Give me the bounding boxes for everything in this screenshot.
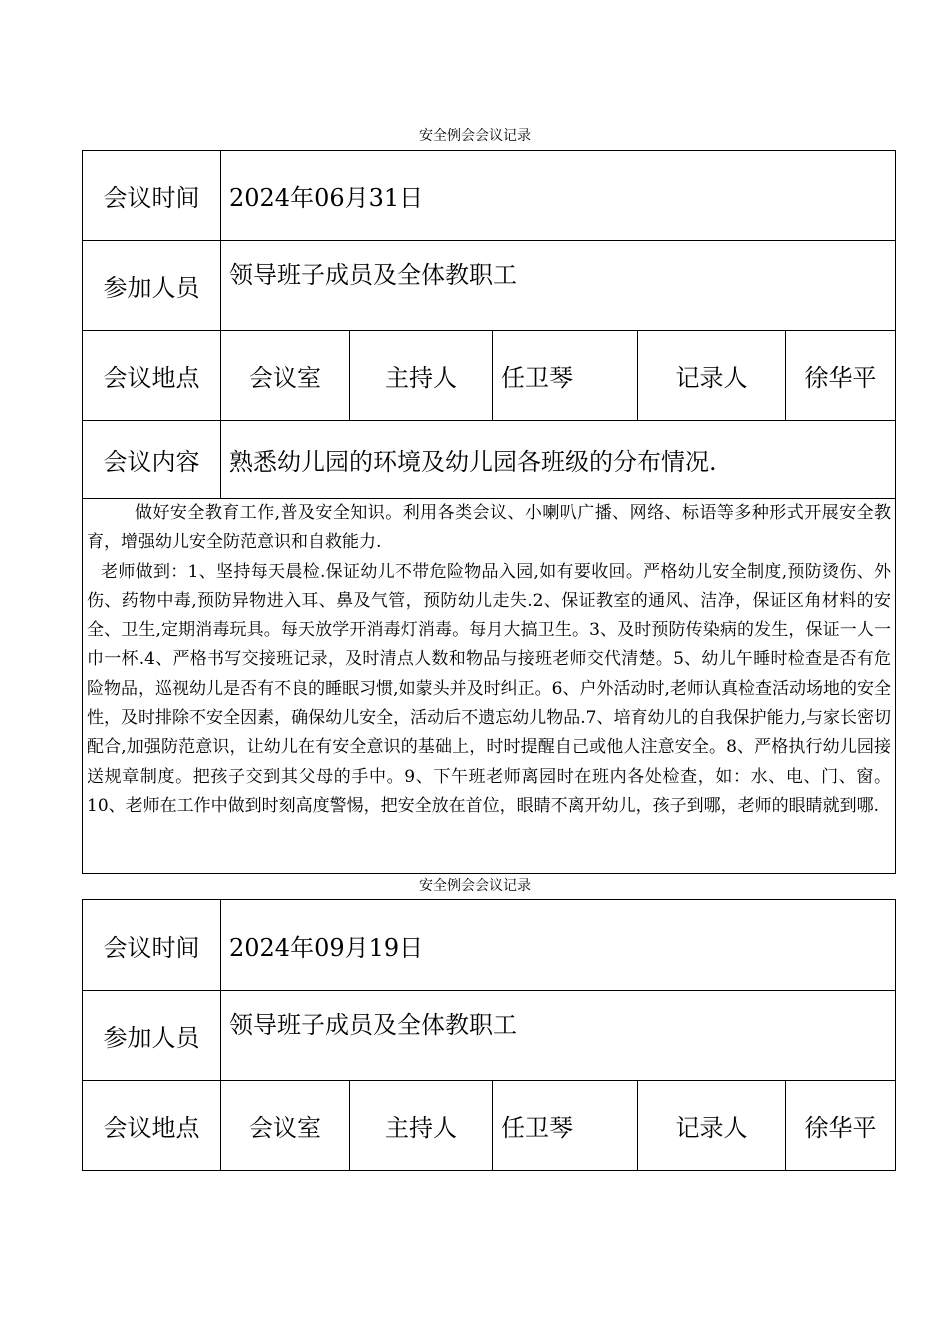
location-label: 会议地点 [83,331,221,421]
attendees-label: 参加人员 [83,991,221,1081]
content-body-row [83,499,896,874]
content-body [83,499,896,874]
time-value: 2024年06月31日 [221,151,896,241]
attendees-value: 领导班子成员及全体教职工 [221,991,896,1081]
attendees-row [83,991,896,1081]
content-label: 会议内容 [83,421,221,499]
location-label: 会议地点 [83,1081,221,1171]
time-row [83,900,896,991]
location-value: 会议室 [221,331,350,421]
record-1-table [82,150,896,874]
content-row [83,421,896,499]
host-value: 任卫琴 [493,331,638,421]
location-row [83,1081,896,1171]
record-1-caption: 安全例会会议记录 [419,128,531,144]
time-row [83,151,896,241]
time-label: 会议时间 [83,151,221,241]
content-value: 熟悉幼儿园的环境及幼儿园各班级的分布情况. [221,421,896,499]
recorder-label: 记录人 [638,331,786,421]
attendees-row [83,241,896,331]
host-label: 主持人 [350,1081,493,1171]
host-value: 任卫琴 [493,1081,638,1171]
time-label: 会议时间 [83,900,221,991]
location-row [83,331,896,421]
host-label: 主持人 [350,331,493,421]
recorder-value: 徐华平 [786,331,896,421]
recorder-value: 徐华平 [786,1081,896,1171]
attendees-label: 参加人员 [83,241,221,331]
record-2-table [82,899,896,1171]
time-value: 2024年09月19日 [221,900,896,991]
content-paragraph-2: 老师做到：1、坚持每天晨检.保证幼儿不带危险物品入园,如有要收回。严格幼儿安全制度,预防烫伤、外伤、药物中毒,预防异物进入耳、鼻及气管，预防幼儿走失.2、保证教室的通风、洁净，保证区角材料的安全、卫生,定期消毒玩具。每天放学开消毒灯消毒。每月大搞卫生。3、及时预防传染病的发生，保证一人一巾一杯.4、严格书写交接班记录，及时清点人数和物品与接班老师交代清楚。5、幼儿午睡时检查是否有危险物品，巡视幼儿是否有不良的睡眠习惯,如蒙头并及时纠正。6、户外活动时,老师认真检查活动场地的安全性，及时排除不安全因素，确保幼儿安全，活动后不遗忘幼儿物品.7、培育幼儿的自我保护能力,与家长密切配合,加强防范意识，让幼儿在有安全意识的基础上，时时提醒自己或他人注意安全。8、严格执行幼儿园接送规章制度。把孩子交到其父母的手中。9、下午班老师离园时在班内各处检查，如：水、电、门、窗。10、老师在工作中做到时刻高度警惕，把安全放在首位，眼睛不离开幼儿，孩子到哪，老师的眼睛就到哪. [87,561,892,816]
location-value: 会议室 [221,1081,350,1171]
attendees-value: 领导班子成员及全体教职工 [221,241,896,331]
record-2-caption: 安全例会会议记录 [419,878,531,894]
recorder-label: 记录人 [638,1081,786,1171]
content-paragraph-1: 做好安全教育工作,普及安全知识。利用各类会议、小喇叭广播、网络、标语等多种形式开展安全教育，增强幼儿安全防范意识和自救能力. [87,503,892,553]
